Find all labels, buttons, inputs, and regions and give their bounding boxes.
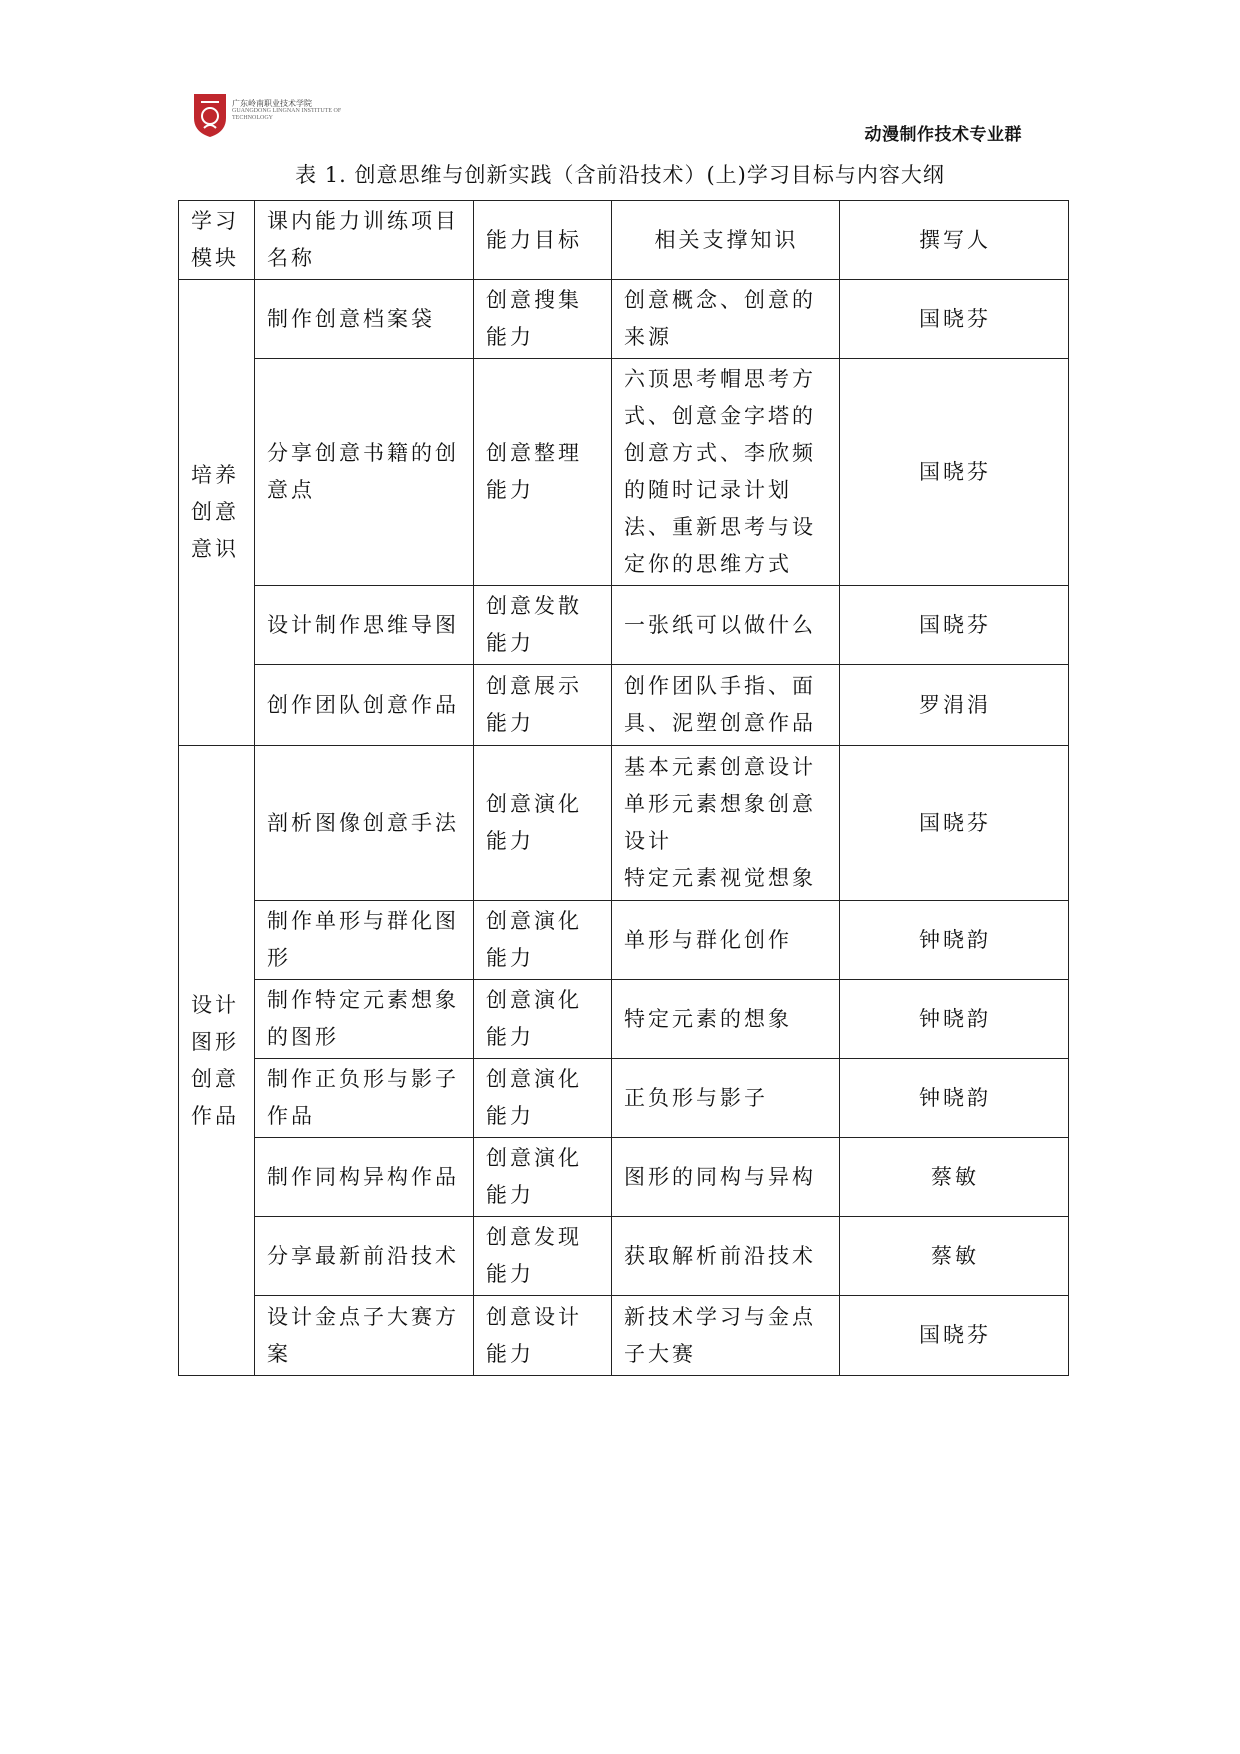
project-cell: 设计金点子大赛方案 <box>255 1296 474 1376</box>
table-row <box>179 280 1069 359</box>
project-cell: 制作创意档案袋 <box>255 280 474 359</box>
author-cell: 蔡敏 <box>840 1217 1069 1296</box>
goal-cell: 创意搜集能力 <box>474 280 612 359</box>
table-row <box>179 359 1069 586</box>
table-row <box>179 1217 1069 1296</box>
author-cell: 罗涓涓 <box>840 665 1069 746</box>
author-cell: 钟晓韵 <box>840 901 1069 980</box>
author-cell: 国晓芬 <box>840 1296 1069 1376</box>
college-logo <box>192 92 342 138</box>
knowledge-cell: 图形的同构与异构 <box>612 1138 840 1217</box>
goal-cell: 创意演化能力 <box>474 1138 612 1217</box>
goal-cell: 创意演化能力 <box>474 1059 612 1138</box>
knowledge-cell: 获取解析前沿技术 <box>612 1217 840 1296</box>
author-cell: 国晓芬 <box>840 359 1069 586</box>
project-cell: 分享创意书籍的创意点 <box>255 359 474 586</box>
course-outline-table <box>178 200 1069 1376</box>
table-row <box>179 665 1069 746</box>
table-title: 表 1. 创意思维与创新实践（含前沿技术）(上)学习目标与内容大纲 <box>295 163 945 187</box>
knowledge-cell: 创意概念、创意的来源 <box>612 280 840 359</box>
header-row <box>179 201 1069 280</box>
project-cell: 制作单形与群化图形 <box>255 901 474 980</box>
author-cell: 钟晓韵 <box>840 1059 1069 1138</box>
module-cell: 设计图形创意作品 <box>179 746 255 1376</box>
author-cell: 国晓芬 <box>840 586 1069 665</box>
header-module: 学习模块 <box>179 201 255 280</box>
author-cell: 钟晓韵 <box>840 980 1069 1059</box>
header-author: 撰写人 <box>840 201 1069 280</box>
goal-cell: 创意演化能力 <box>474 980 612 1059</box>
knowledge-cell: 六顶思考帽思考方式、创意金字塔的创意方式、李欣频的随时记录计划法、重新思考与设定你的思维方式 <box>612 359 840 586</box>
knowledge-cell: 一张纸可以做什么 <box>612 586 840 665</box>
college-name-en: GUANGDONG LINGNAN INSTITUTE OF TECHNOLOGY <box>232 108 342 121</box>
goal-cell: 创意展示能力 <box>474 665 612 746</box>
author-cell: 国晓芬 <box>840 280 1069 359</box>
college-shield-icon <box>192 92 228 138</box>
goal-cell: 创意发现能力 <box>474 1217 612 1296</box>
author-cell: 国晓芬 <box>840 746 1069 901</box>
project-cell: 制作特定元素想象的图形 <box>255 980 474 1059</box>
knowledge-cell: 新技术学习与金点子大赛 <box>612 1296 840 1376</box>
knowledge-cell: 特定元素的想象 <box>612 980 840 1059</box>
table-row <box>179 901 1069 980</box>
goal-cell: 创意演化能力 <box>474 746 612 901</box>
project-cell: 创作团队创意作品 <box>255 665 474 746</box>
project-cell: 设计制作思维导图 <box>255 586 474 665</box>
project-cell: 制作正负形与影子作品 <box>255 1059 474 1138</box>
knowledge-cell: 基本元素创意设计 单形元素想象创意设计 特定元素视觉想象 <box>612 746 840 901</box>
table-row <box>179 1059 1069 1138</box>
author-cell: 蔡敏 <box>840 1138 1069 1217</box>
header-knowledge: 相关支撑知识 <box>612 201 840 280</box>
header-project: 课内能力训练项目名称 <box>255 201 474 280</box>
knowledge-cell: 单形与群化创作 <box>612 901 840 980</box>
project-cell: 剖析图像创意手法 <box>255 746 474 901</box>
table-row <box>179 586 1069 665</box>
goal-cell: 创意整理能力 <box>474 359 612 586</box>
table-row <box>179 1138 1069 1217</box>
table-row <box>179 980 1069 1059</box>
knowledge-cell: 创作团队手指、面具、泥塑创意作品 <box>612 665 840 746</box>
module-cell: 培养创意意识 <box>179 280 255 746</box>
project-cell: 制作同构异构作品 <box>255 1138 474 1217</box>
header-program-label: 动漫制作技术专业群 <box>864 125 1022 145</box>
table-row <box>179 746 1069 901</box>
project-cell: 分享最新前沿技术 <box>255 1217 474 1296</box>
table-row <box>179 1296 1069 1376</box>
college-name-cn: 广东岭南职业技术学院 <box>232 99 312 108</box>
goal-cell: 创意设计能力 <box>474 1296 612 1376</box>
header-goal: 能力目标 <box>474 201 612 280</box>
goal-cell: 创意发散能力 <box>474 586 612 665</box>
knowledge-cell: 正负形与影子 <box>612 1059 840 1138</box>
goal-cell: 创意演化能力 <box>474 901 612 980</box>
